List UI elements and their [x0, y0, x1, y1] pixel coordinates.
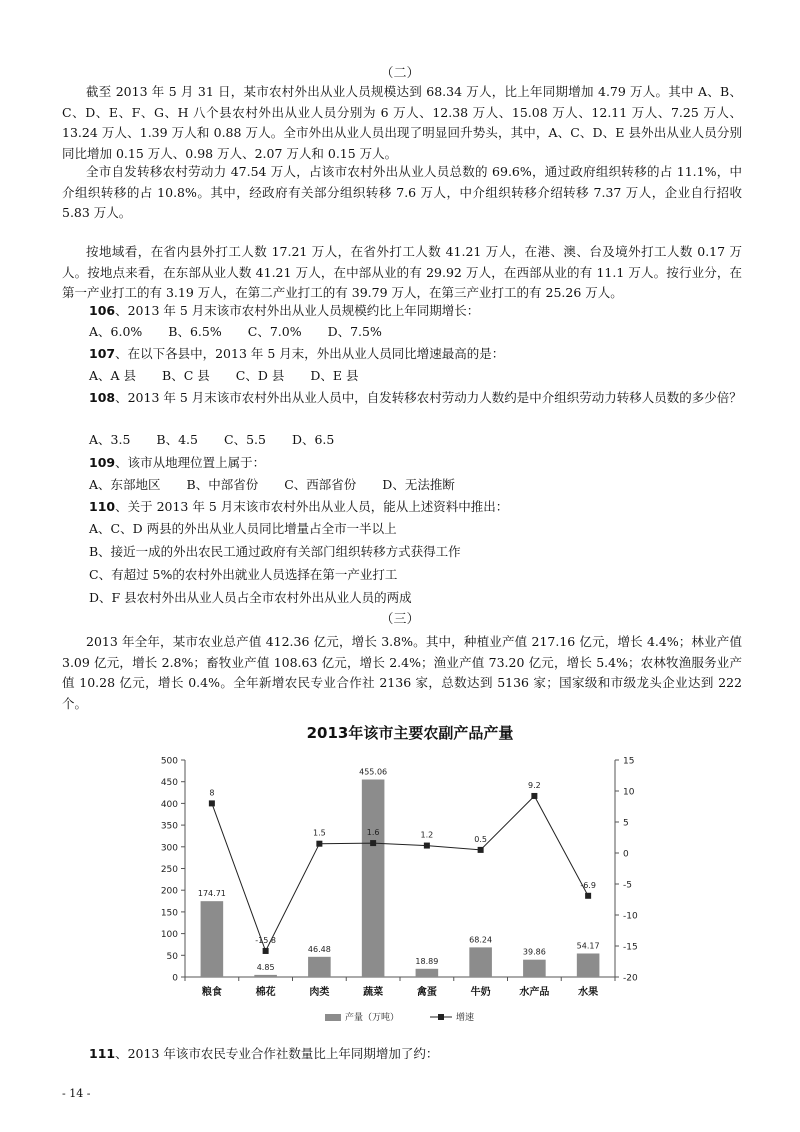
option: B、C 县 — [162, 368, 210, 383]
bar-value-label: 68.24 — [469, 935, 493, 945]
question-text: 、该市从地理位置上属于： — [115, 455, 266, 470]
question-110 — [89, 497, 739, 518]
line-point — [316, 841, 322, 847]
line-series — [209, 781, 596, 954]
line-point — [263, 948, 269, 954]
section-heading-3: （三） — [380, 612, 420, 627]
category-label: 棉花 — [255, 987, 276, 998]
question-text: 、2013 年 5 月末该市农村外出从业人员中，自发转移农村劳动力人数约是中介组织劳动力转移人员数的多少倍？ — [115, 390, 742, 405]
line-point — [531, 793, 537, 799]
bar-value-label: 18.89 — [415, 956, 439, 966]
question-111 — [89, 1044, 739, 1065]
statement: D、F 县农村外出从业人员占全市农村外出从业人员的两成 — [89, 590, 412, 605]
right-tick-label: -15 — [623, 942, 638, 953]
right-tick-label: 0 — [623, 849, 629, 860]
option: D、7.5% — [327, 324, 382, 339]
left-tick-label: 0 — [172, 973, 178, 984]
bar-series — [198, 768, 600, 977]
left-tick-label: 200 — [160, 886, 178, 897]
question-109 — [89, 453, 739, 474]
legend-line-label: 增速 — [456, 1013, 475, 1023]
options-109 — [89, 475, 749, 495]
bar — [416, 969, 439, 977]
line-point — [585, 893, 591, 899]
question-number: 106 — [89, 303, 116, 318]
page-number: - 14 - — [62, 1087, 91, 1100]
statement: B、接近一成的外出农民工通过政府有关部门组织转移方式获得工作 — [89, 544, 461, 559]
option: C、5.5 — [224, 432, 266, 447]
bar — [308, 957, 331, 977]
options-108 — [89, 430, 749, 450]
line-value-label: 0.5 — [474, 834, 487, 844]
left-tick-label: 400 — [160, 799, 178, 810]
option: C、D 县 — [235, 368, 285, 383]
line-value-label: 9.2 — [528, 780, 541, 790]
option: B、中部省份 — [186, 477, 259, 492]
chart-legend — [325, 1011, 474, 1023]
question-text: 、关于 2013 年 5 月末该市农村外出从业人员，能从上述资料中推出： — [115, 499, 509, 514]
production-chart — [140, 745, 680, 1035]
chart-title: 2013年该市主要农副产品产量 — [306, 724, 514, 742]
option: B、6.5% — [168, 324, 222, 339]
category-label: 牛奶 — [470, 987, 491, 998]
right-tick-label: 10 — [623, 787, 635, 798]
category-label: 水产品 — [519, 987, 550, 998]
bar — [577, 953, 600, 977]
question-number: 108 — [89, 390, 116, 405]
category-label: 水果 — [578, 987, 599, 998]
category-label: 禽蛋 — [416, 987, 437, 998]
category-label: 蔬菜 — [363, 987, 384, 998]
line-point — [370, 840, 376, 846]
question-text: 、2013 年 5 月末该市农村外出从业人员规模约比上年同期增长： — [115, 303, 480, 318]
line-point — [424, 843, 430, 849]
line-point — [478, 847, 484, 853]
line-value-label: -15.8 — [255, 935, 276, 945]
line-value-label: 1.5 — [313, 828, 326, 838]
question-number: 107 — [89, 346, 116, 361]
bar-value-label: 39.86 — [522, 947, 546, 957]
bar-value-label: 54.17 — [576, 941, 600, 951]
paragraph: 截至 2013 年 5 月 31 日，某市农村外出从业人员规模达到 68.34 万人，比上年同期增加 4.79 万人。其中 A、B、C、D、E、F、G、H 八个县农村外出从业人员分别为 6 万人、12.38 万人、15.08 万人、12.11 万人、7.25 万人、13.24 万人、1.39 万人和 0.88 万人。全市外出从业人员出现了明显回升势头，其中，A、C、D、E 县外出从业人员分别同比增加 0.15 万人、0.98 万人、2.07 万人和 0.15 万人。 — [62, 84, 742, 161]
right-tick-label: -5 — [623, 880, 632, 891]
right-tick-label: 5 — [623, 818, 629, 829]
growth-line — [212, 796, 588, 951]
bar-value-label: 46.48 — [307, 944, 331, 954]
left-tick-label: 450 — [160, 778, 178, 789]
question-106 — [89, 301, 739, 322]
category-label: 粮食 — [201, 987, 222, 998]
category-label: 肉类 — [309, 987, 330, 998]
right-tick-label: 15 — [623, 756, 635, 767]
line-point — [209, 800, 215, 806]
bar — [523, 960, 546, 977]
line-value-label: -6.9 — [580, 880, 596, 890]
left-tick-label: 350 — [160, 821, 178, 832]
option: A、3.5 — [89, 432, 131, 447]
option: B、4.5 — [156, 432, 198, 447]
right-tick-label: -20 — [623, 973, 638, 984]
bar-value-label: 174.71 — [197, 889, 226, 899]
option: D、E 县 — [310, 368, 359, 383]
legend-bar-swatch — [325, 1014, 341, 1021]
left-tick-label: 250 — [160, 865, 178, 875]
line-value-label: 1.6 — [366, 828, 380, 838]
paragraph: 按地域看，在省内县外打工人数 17.21 万人，在省外打工人数 41.21 万人，在港、澳、台及境外打工人数 0.17 万人。按地点来看，在东部从业人数 41.21 万人，在中部从业的有 29.92 万人，在西部从业的有 11.1 万人。按行业分，在第一产业打工的有 3.19 万人，在第二产业打工的有 39.79 万人，在第三产业打工的有 25.26 万人。 — [62, 244, 742, 300]
options-106 — [89, 322, 749, 342]
question-text: 、在以下各县中，2013 年 5 月末，外出从业人员同比增速最高的是： — [115, 346, 505, 361]
question-108 — [62, 388, 742, 409]
line-value-label: 8 — [209, 788, 215, 798]
option: D、6.5 — [291, 432, 335, 447]
left-tick-label: 50 — [166, 951, 178, 962]
left-tick-label: 150 — [160, 908, 178, 919]
left-tick-label: 500 — [160, 756, 178, 767]
line-value-label: 1.2 — [420, 830, 434, 840]
question-number: 109 — [89, 455, 116, 470]
option: A、东部地区 — [89, 477, 161, 492]
bar-value-label: 4.85 — [256, 962, 275, 972]
bar — [362, 780, 385, 977]
section-heading-2: （二） — [380, 66, 420, 81]
option: C、7.0% — [247, 324, 302, 339]
bar-value-label: 455.06 — [359, 767, 388, 777]
bar — [254, 975, 277, 977]
left-tick-label: 300 — [160, 843, 178, 854]
chart-axes — [161, 757, 638, 999]
question-number: 110 — [89, 499, 116, 514]
option: C、西部省份 — [284, 477, 357, 492]
statement: C、有超过 5%的农村外出就业人员选择在第一产业打工 — [89, 567, 398, 582]
option: A、A 县 — [89, 368, 137, 383]
right-tick-label: -10 — [623, 911, 638, 922]
legend-line-marker — [438, 1014, 444, 1020]
statement: A、C、D 两县的外出从业人员同比增量占全市一半以上 — [89, 521, 397, 536]
paragraph: 2013 年全年，某市农业总产值 412.36 亿元，增长 3.8%。其中，种植业产值 217.16 亿元，增长 4.4%；林业产值 3.09 亿元，增长 2.8%；畜牧业产值 108.63 亿元，增长 2.4%；渔业产值 73.20 亿元，增长 5.4%；农林牧渔服务业产值 10.28 亿元，增长 0.4%。全年新增农民专业合作社 2136 家，总数达到 5136 家；国家级和市级龙头企业达到 222 个。 — [62, 634, 742, 711]
question-number: 111 — [89, 1046, 116, 1061]
bar — [201, 901, 224, 977]
left-tick-label: 100 — [160, 930, 178, 941]
option: D、无法推断 — [382, 477, 455, 492]
option: A、6.0% — [89, 324, 143, 339]
options-107 — [89, 366, 749, 386]
bar — [469, 947, 492, 977]
question-text: 、2013 年该市农民专业合作社数量比上年同期增加了约： — [115, 1046, 439, 1061]
paragraph: 全市自发转移农村劳动力 47.54 万人，占该市农村外出从业人员总数的 69.6%，通过政府组织转移的占 11.1%，中介组织转移的占 10.8%。其中，经政府有关部分组织转移 7.6 万人，中介组织转移介绍转移 7.37 万人，企业自行招收 5.83 万人。 — [62, 164, 742, 220]
question-107 — [89, 344, 739, 365]
legend-bar-label: 产量（万吨） — [345, 1013, 400, 1023]
